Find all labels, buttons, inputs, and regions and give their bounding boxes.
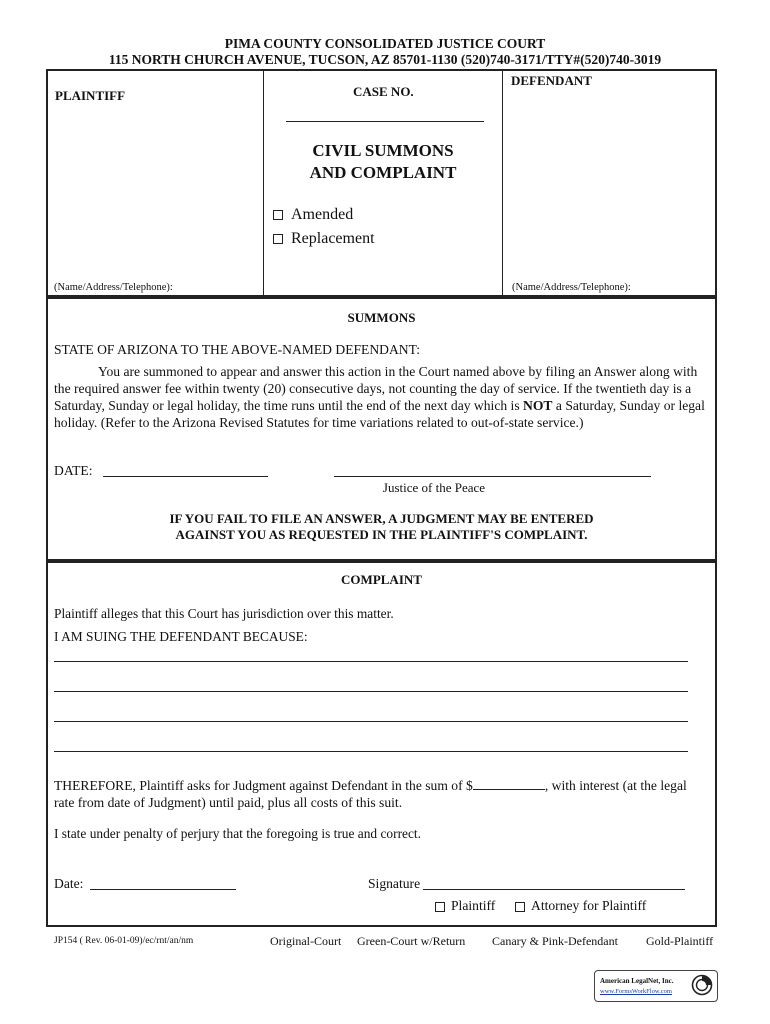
signature-label: Signature bbox=[368, 876, 421, 891]
jurisdiction-statement: Plaintiff alleges that this Court has jurisdiction over this matter. bbox=[54, 606, 394, 621]
therefore-text-1: THEREFORE, Plaintiff asks for Judgment against Defendant in the sum of $ bbox=[54, 778, 473, 793]
defendant-label: DEFENDANT bbox=[511, 73, 592, 88]
form-title-line1: CIVIL SUMMONS bbox=[312, 141, 454, 160]
attorney-signer-option[interactable] bbox=[515, 898, 646, 914]
summons-box bbox=[46, 297, 717, 561]
vendor-name: American LegalNet, Inc. bbox=[600, 977, 674, 985]
complaint-heading: COMPLAINT bbox=[341, 572, 422, 587]
warning-line1: IF YOU FAIL TO FILE AN ANSWER, A JUDGMENT MAY BE ENTERED bbox=[169, 511, 594, 526]
form-title-line2: AND COMPLAINT bbox=[309, 163, 457, 182]
warning-line2: AGAINST YOU AS REQUESTED IN THE PLAINTIFF'S COMPLAINT. bbox=[175, 527, 588, 542]
justice-signature-line[interactable] bbox=[334, 476, 651, 477]
complaint-date-label: Date: bbox=[54, 876, 84, 891]
defendant-note: (Name/Address/Telephone): bbox=[512, 282, 631, 293]
summons-date-field[interactable] bbox=[103, 476, 268, 477]
amended-checkbox[interactable] bbox=[273, 210, 283, 220]
complaint-date-field[interactable] bbox=[90, 889, 236, 890]
attorney-signer-checkbox[interactable] bbox=[515, 902, 525, 912]
signature-field[interactable] bbox=[423, 889, 685, 890]
therefore-paragraph bbox=[54, 777, 706, 811]
amount-field[interactable] bbox=[473, 778, 545, 790]
plaintiff-signer-label: Plaintiff bbox=[451, 898, 496, 913]
copy-distribution-2: Green-Court w/Return bbox=[357, 934, 466, 948]
court-address: 115 NORTH CHURCH AVENUE, TUCSON, AZ 85701-1130 (520)740-3171/TTY#(520)740-3019 bbox=[108, 52, 662, 67]
plaintiff-note: (Name/Address/Telephone): bbox=[54, 282, 173, 293]
case-no-field[interactable] bbox=[286, 121, 484, 122]
replacement-label: Replacement bbox=[291, 230, 375, 247]
plaintiff-signer-checkbox[interactable] bbox=[435, 902, 445, 912]
vendor-logo-icon bbox=[691, 974, 713, 996]
copy-distribution-4: Gold-Plaintiff bbox=[646, 934, 714, 948]
caption-box bbox=[46, 69, 717, 297]
suing-label: I AM SUING THE DEFENDANT BECAUSE: bbox=[54, 629, 308, 644]
copy-distribution-1: Original-Court bbox=[270, 934, 342, 948]
attorney-signer-label: Attorney for Plaintiff bbox=[531, 898, 647, 913]
summons-paragraph bbox=[54, 363, 706, 431]
vendor-badge[interactable] bbox=[594, 970, 718, 1002]
copy-distribution-3: Canary & Pink-Defendant bbox=[492, 934, 618, 948]
reason-line[interactable] bbox=[54, 691, 688, 692]
summons-date-label: DATE: bbox=[54, 463, 93, 478]
reason-line[interactable] bbox=[54, 751, 688, 752]
summons-state-line: STATE OF ARIZONA TO THE ABOVE-NAMED DEFENDANT: bbox=[54, 342, 421, 357]
complaint-box bbox=[46, 561, 717, 927]
form-id: JP154 ( Rev. 06-01-09)/ec/rnt/an/nm bbox=[54, 936, 194, 946]
summons-text-bold: NOT bbox=[523, 398, 553, 413]
summons-text-2: a Saturday, Sunday or legal holiday. (Refer to the Arizona Revised Statutes for time variations related to out-of-state service.) bbox=[54, 398, 705, 430]
replacement-option[interactable] bbox=[273, 230, 375, 248]
justice-label: Justice of the Peace bbox=[382, 480, 486, 495]
summons-heading: SUMMONS bbox=[347, 310, 416, 325]
summons-text-1: You are summoned to appear and answer this action in the Court named above by filing an Answer along with the required answer fee within twenty (20) consecutive days, not counting the day of service. If the twentieth day is a Saturday, Sunday or legal holiday, the time runs until the end of the next day which is bbox=[54, 364, 698, 413]
amended-option[interactable] bbox=[273, 206, 353, 224]
perjury-statement: I state under penalty of perjury that the foregoing is true and correct. bbox=[54, 826, 421, 841]
therefore-text-2: , with interest (at the legal rate from date of Judgment) until paid, plus all costs of this suit. bbox=[54, 778, 687, 810]
vendor-url[interactable]: www.FormsWorkFlow.com bbox=[600, 988, 672, 995]
court-name: PIMA COUNTY CONSOLIDATED JUSTICE COURT bbox=[224, 36, 546, 51]
plaintiff-label: PLAINTIFF bbox=[55, 88, 126, 103]
reason-line[interactable] bbox=[54, 661, 688, 662]
amended-label: Amended bbox=[291, 206, 354, 223]
replacement-checkbox[interactable] bbox=[273, 234, 283, 244]
case-no-label: CASE NO. bbox=[353, 84, 414, 99]
reason-line[interactable] bbox=[54, 721, 688, 722]
plaintiff-signer-option[interactable] bbox=[435, 898, 495, 914]
